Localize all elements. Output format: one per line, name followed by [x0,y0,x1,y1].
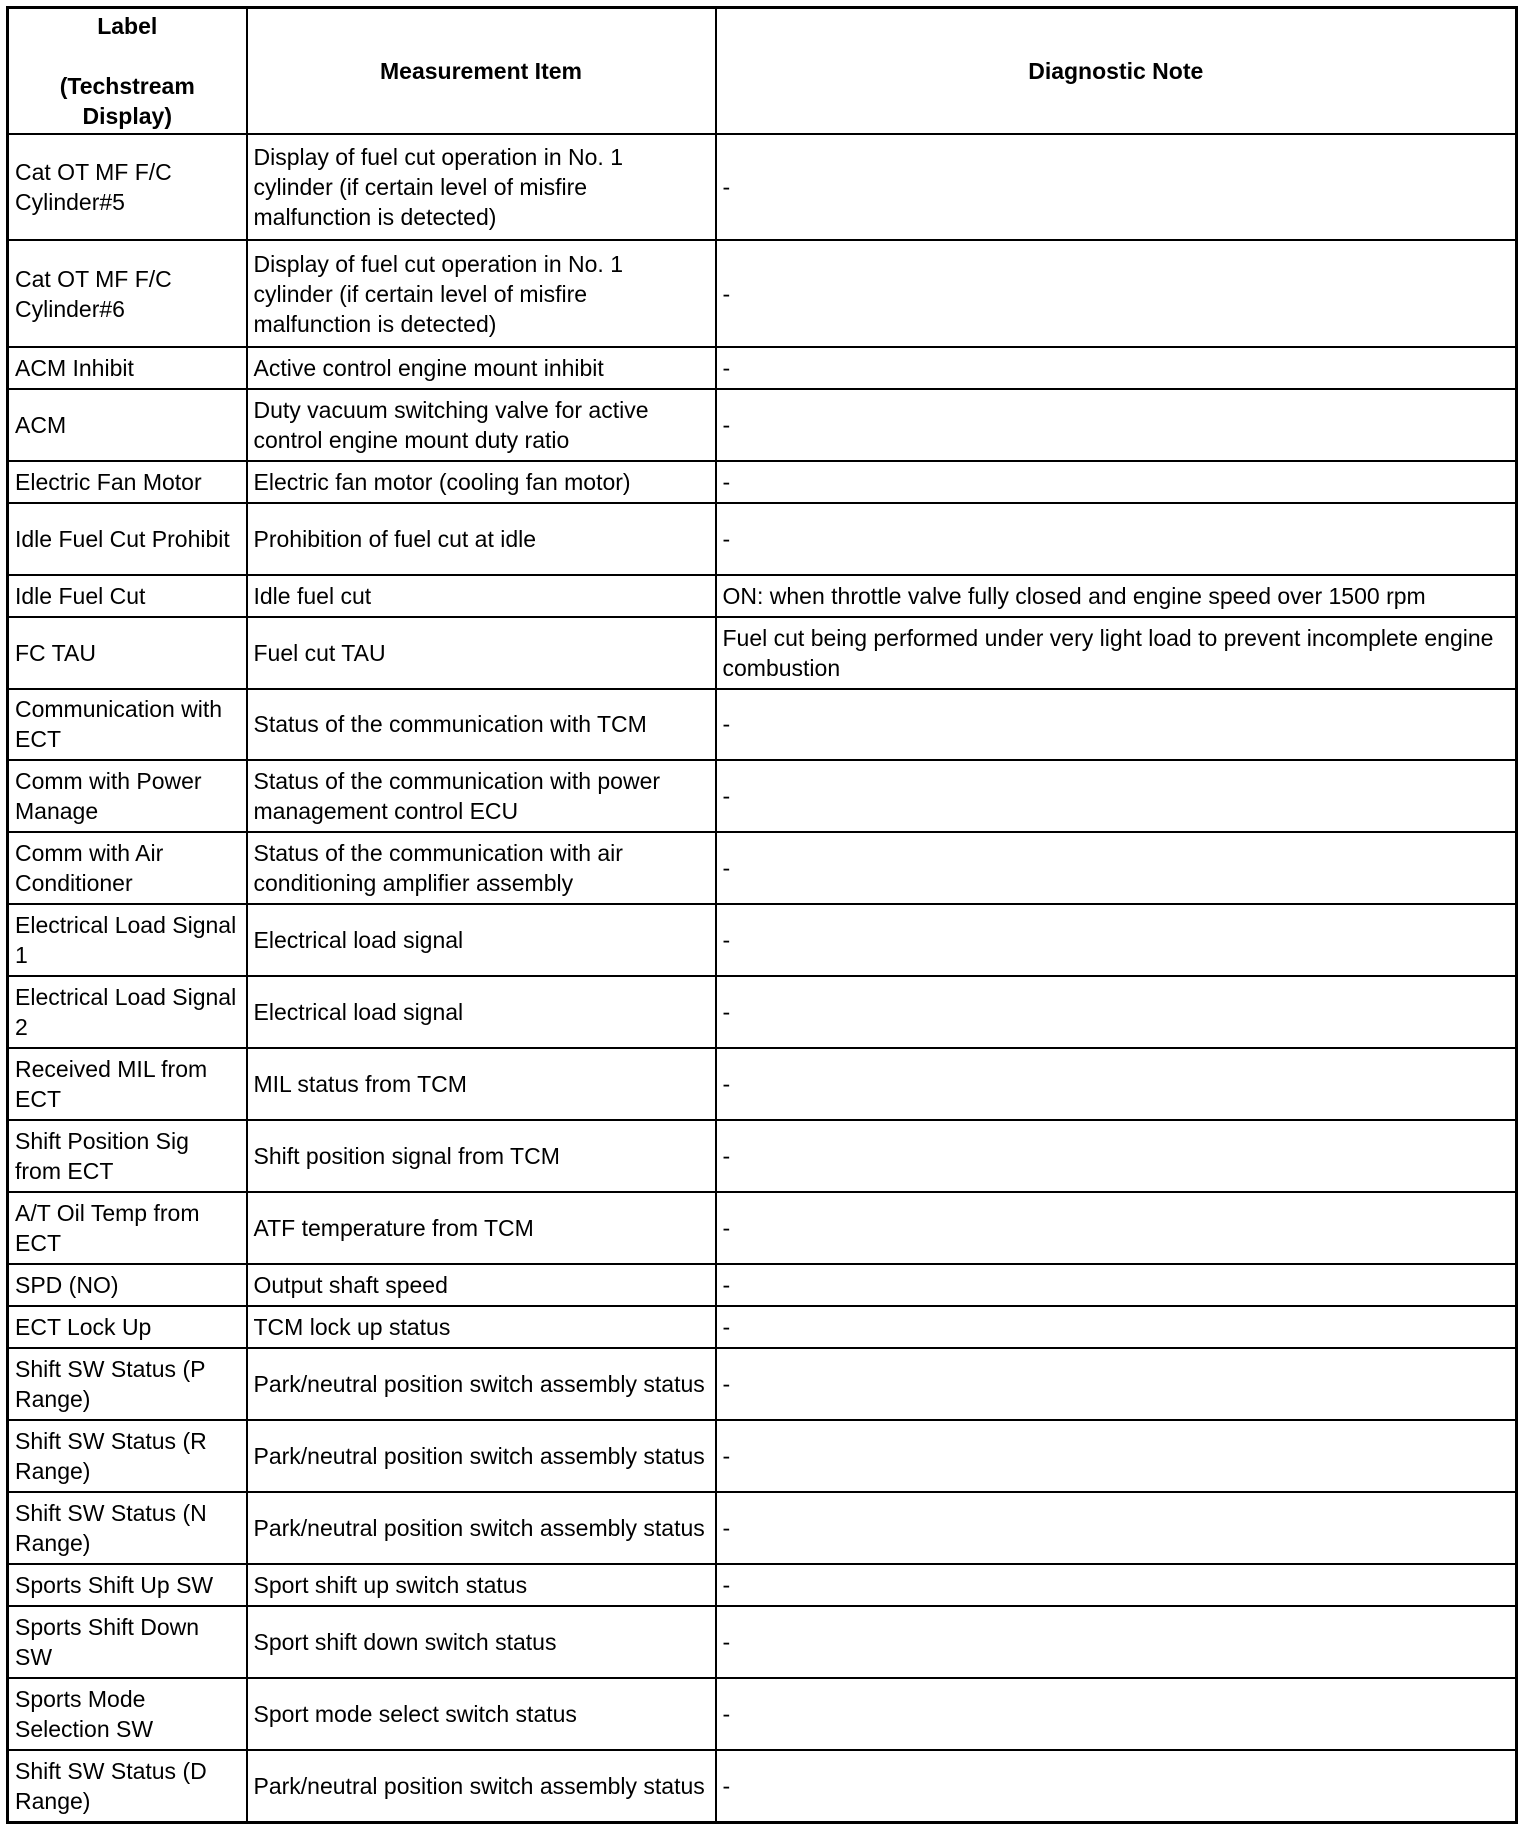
cell-measurement-item: Status of the communication with air conditioning amplifier assembly [247,832,716,904]
header-row [8,8,1517,134]
cell-measurement-item: Shift position signal from TCM [247,1120,716,1192]
cell-diagnostic-note: - [716,389,1517,461]
cell-diagnostic-note: - [716,1048,1517,1120]
cell-measurement-item: Sport shift up switch status [247,1564,716,1606]
cell-diagnostic-note: - [716,503,1517,575]
data-list-table [6,6,1518,1824]
cell-measurement-item: Park/neutral position switch assembly status [247,1492,716,1564]
table-row [8,1420,1517,1492]
cell-measurement-item: Prohibition of fuel cut at idle [247,503,716,575]
table-row [8,575,1517,617]
table-row [8,1192,1517,1264]
cell-diagnostic-note: ON: when throttle valve fully closed and engine speed over 1500 rpm [716,575,1517,617]
cell-diagnostic-note: - [716,240,1517,347]
cell-measurement-item: Sport mode select switch status [247,1678,716,1750]
cell-label: ECT Lock Up [8,1306,247,1348]
cell-measurement-item: Display of fuel cut operation in No. 1 cylinder (if certain level of misfire malfunction is detected) [247,240,716,347]
cell-diagnostic-note: - [716,1264,1517,1306]
cell-label: Idle Fuel Cut Prohibit [8,503,247,575]
cell-diagnostic-note: - [716,1192,1517,1264]
cell-label: Sports Shift Up SW [8,1564,247,1606]
cell-diagnostic-note: - [716,976,1517,1048]
cell-measurement-item: Electrical load signal [247,976,716,1048]
cell-measurement-item: Park/neutral position switch assembly status [247,1750,716,1823]
table-row [8,503,1517,575]
cell-label: Comm with Power Manage [8,760,247,832]
table-row [8,689,1517,761]
table-row [8,1120,1517,1192]
cell-label: SPD (NO) [8,1264,247,1306]
table-body [8,134,1517,1823]
cell-label: Shift Position Sig from ECT [8,1120,247,1192]
cell-diagnostic-note: - [716,461,1517,503]
cell-measurement-item: Idle fuel cut [247,575,716,617]
cell-measurement-item: Output shaft speed [247,1264,716,1306]
table-row [8,904,1517,976]
cell-measurement-item: TCM lock up status [247,1306,716,1348]
table-row [8,1678,1517,1750]
cell-label: Communication with ECT [8,689,247,761]
cell-label: Shift SW Status (P Range) [8,1348,247,1420]
cell-label: Received MIL from ECT [8,1048,247,1120]
cell-diagnostic-note: - [716,832,1517,904]
table-row [8,240,1517,347]
table-row [8,461,1517,503]
cell-label: A/T Oil Temp from ECT [8,1192,247,1264]
cell-measurement-item: Display of fuel cut operation in No. 1 cylinder (if certain level of misfire malfunction is detected) [247,134,716,241]
cell-label: Comm with Air Conditioner [8,832,247,904]
cell-diagnostic-note: - [716,1492,1517,1564]
cell-measurement-item: Sport shift down switch status [247,1606,716,1678]
cell-label: Electric Fan Motor [8,461,247,503]
cell-measurement-item: Electric fan motor (cooling fan motor) [247,461,716,503]
cell-measurement-item: Active control engine mount inhibit [247,347,716,389]
table-row [8,1306,1517,1348]
cell-diagnostic-note: - [716,904,1517,976]
table-row [8,617,1517,689]
cell-label: Electrical Load Signal 1 [8,904,247,976]
cell-measurement-item: Fuel cut TAU [247,617,716,689]
cell-diagnostic-note: - [716,689,1517,761]
cell-label: Idle Fuel Cut [8,575,247,617]
cell-label: ACM Inhibit [8,347,247,389]
table-row [8,760,1517,832]
cell-diagnostic-note: - [716,1348,1517,1420]
cell-diagnostic-note: - [716,1678,1517,1750]
table-row [8,976,1517,1048]
table-row [8,1492,1517,1564]
cell-measurement-item: Status of the communication with TCM [247,689,716,761]
table-header [8,8,1517,134]
table-row [8,832,1517,904]
cell-diagnostic-note: - [716,1750,1517,1823]
cell-label: Electrical Load Signal 2 [8,976,247,1048]
cell-diagnostic-note: - [716,760,1517,832]
cell-diagnostic-note: - [716,1306,1517,1348]
cell-label: FC TAU [8,617,247,689]
table-row [8,389,1517,461]
cell-diagnostic-note: - [716,1564,1517,1606]
cell-diagnostic-note: - [716,347,1517,389]
table-row [8,1750,1517,1823]
cell-measurement-item: MIL status from TCM [247,1048,716,1120]
cell-label: Sports Mode Selection SW [8,1678,247,1750]
cell-measurement-item: Duty vacuum switching valve for active control engine mount duty ratio [247,389,716,461]
cell-diagnostic-note: - [716,1120,1517,1192]
cell-measurement-item: ATF temperature from TCM [247,1192,716,1264]
cell-label: Shift SW Status (N Range) [8,1492,247,1564]
cell-label: Shift SW Status (D Range) [8,1750,247,1823]
header-measurement-item: Measurement Item [247,8,716,134]
cell-measurement-item: Electrical load signal [247,904,716,976]
cell-label: ACM [8,389,247,461]
table-row [8,1564,1517,1606]
cell-measurement-item: Status of the communication with power management control ECU [247,760,716,832]
cell-diagnostic-note: - [716,134,1517,241]
cell-diagnostic-note: Fuel cut being performed under very light load to prevent incomplete engine combustion [716,617,1517,689]
cell-diagnostic-note: - [716,1420,1517,1492]
header-label: Label (Techstream Display) [8,8,247,134]
table-row [8,1264,1517,1306]
cell-measurement-item: Park/neutral position switch assembly status [247,1348,716,1420]
header-diagnostic-note: Diagnostic Note [716,8,1517,134]
table-row [8,347,1517,389]
cell-diagnostic-note: - [716,1606,1517,1678]
cell-measurement-item: Park/neutral position switch assembly status [247,1420,716,1492]
table-row [8,134,1517,241]
cell-label: Cat OT MF F/C Cylinder#5 [8,134,247,241]
cell-label: Cat OT MF F/C Cylinder#6 [8,240,247,347]
table-row [8,1348,1517,1420]
cell-label: Shift SW Status (R Range) [8,1420,247,1492]
table-row [8,1606,1517,1678]
table-row [8,1048,1517,1120]
cell-label: Sports Shift Down SW [8,1606,247,1678]
